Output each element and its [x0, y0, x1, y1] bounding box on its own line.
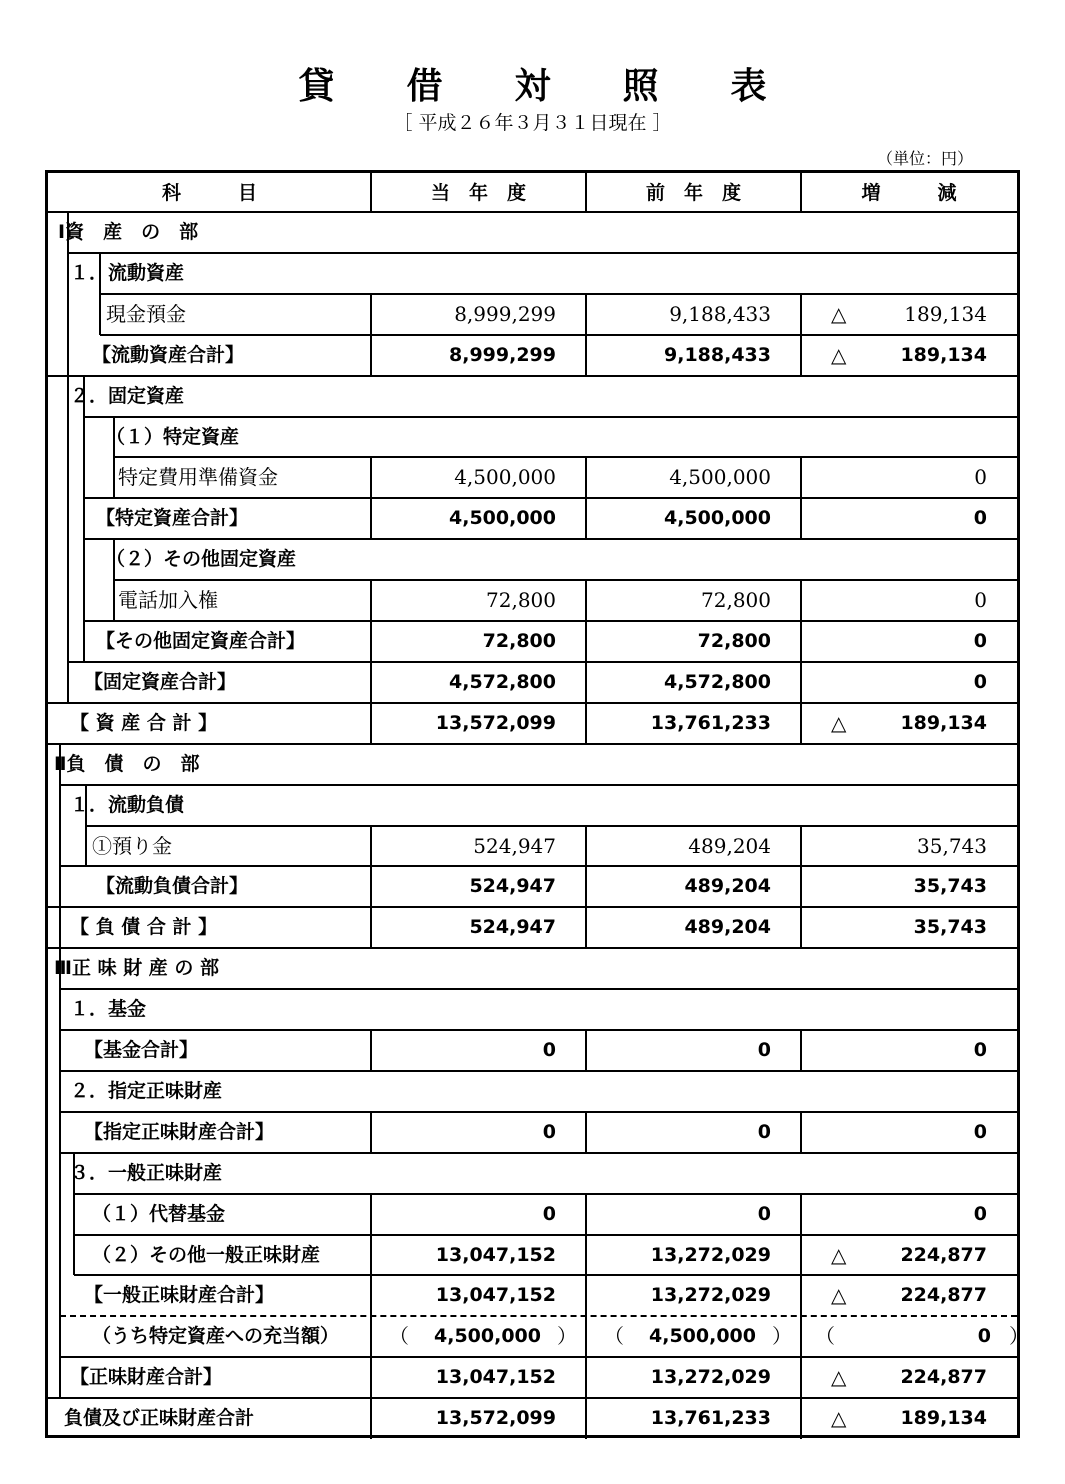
grid-line [60, 1111, 371, 1113]
change-value: 224,877 [900, 1243, 987, 1266]
row-label: Ⅰ資 産 の 部 [58, 221, 199, 243]
decrease-mark: △ [831, 1283, 847, 1308]
previous-year-value: 72,800 [701, 588, 771, 613]
change-value: 35,743 [917, 833, 987, 858]
row-label: 【正味財産合計】 [70, 1366, 223, 1389]
current-year-value: 8,999,299 [449, 343, 556, 366]
grid-line [60, 784, 1017, 786]
row-label: 【流動資産合計】 [92, 343, 245, 366]
grid-line [800, 173, 802, 212]
row-label: １．流動資産 [70, 261, 185, 284]
grid-line [67, 212, 69, 703]
grid-line [370, 173, 372, 212]
open-paren: （ [389, 1324, 409, 1349]
row-label: ３．一般正味財産 [70, 1161, 223, 1184]
previous-year-value: 13,272,029 [650, 1284, 771, 1307]
decrease-mark: △ [831, 342, 847, 367]
change-value: 189,134 [900, 711, 987, 734]
decrease-mark: △ [831, 1242, 847, 1267]
change-value: 224,877 [900, 1284, 987, 1307]
previous-year-value: 0 [757, 1120, 771, 1143]
current-year-value: 8,999,299 [454, 301, 556, 326]
row-label: 【その他固定資産合計】 [96, 630, 306, 652]
current-year-value: 0 [542, 1120, 556, 1143]
grid-line [73, 1194, 75, 1235]
previous-year-value: 489,204 [688, 833, 771, 858]
header-previous-year: 前 年 度 [645, 182, 741, 204]
row-label: （１）特定資産 [106, 425, 240, 448]
header-change: 増 減 [861, 182, 957, 204]
grid-line [73, 1235, 75, 1276]
previous-year-value: 13,272,029 [650, 1243, 771, 1266]
current-year-value: 0 [542, 1202, 556, 1225]
current-year-value: 13,047,152 [435, 1243, 556, 1266]
change-value: 0 [973, 507, 987, 530]
change-value: 0 [974, 588, 987, 613]
close-paren: ） [772, 1324, 792, 1349]
current-year-value: 4,500,000 [449, 507, 556, 530]
previous-year-value: 0 [757, 1202, 771, 1225]
current-year-value: 4,500,000 [434, 1325, 541, 1348]
as-of-date: ［ 平成２６年３月３１日現在 ］ [393, 112, 672, 134]
row-label: １．基金 [70, 998, 147, 1021]
change-value: 0 [973, 670, 987, 693]
previous-year-value: 489,204 [684, 916, 771, 939]
unit-label: （単位：円） [876, 149, 973, 168]
current-year-value: 13,572,099 [435, 1407, 556, 1430]
previous-year-value: 4,572,800 [664, 670, 771, 693]
current-year-value: 4,500,000 [454, 465, 556, 490]
change-value: 0 [973, 630, 987, 652]
row-label: 【固定資産合計】 [84, 670, 237, 693]
current-year-value: 72,800 [482, 630, 556, 652]
previous-year-value: 9,188,433 [664, 343, 771, 366]
decrease-mark: △ [831, 301, 847, 326]
change-value: 189,134 [904, 301, 987, 326]
row-label: １．流動負債 [70, 793, 185, 816]
grid-line [113, 457, 115, 498]
row-label: 【基金合計】 [84, 1039, 199, 1061]
change-value: 35,743 [913, 916, 987, 939]
current-year-value: 524,947 [469, 916, 556, 939]
row-label: ①預り金 [92, 833, 172, 858]
previous-year-value: 13,272,029 [650, 1366, 771, 1389]
grid-line [99, 294, 101, 335]
previous-year-value: 9,188,433 [669, 301, 771, 326]
grid-line [85, 826, 87, 867]
grid-line [48, 375, 1017, 377]
previous-year-value: 4,500,000 [649, 1325, 756, 1348]
row-label: 【指定正味財産合計】 [84, 1120, 275, 1143]
change-value: 189,134 [900, 343, 987, 366]
row-label: ２．指定正味財産 [70, 1079, 223, 1102]
open-paren: （ [815, 1324, 835, 1349]
row-label: Ⅲ正 味 財 産 の 部 [54, 957, 220, 980]
title-char: 借 [406, 66, 443, 107]
row-label: 【一般正味財産合計】 [84, 1284, 275, 1307]
previous-year-value: 72,800 [697, 630, 771, 652]
header-subject: 科 目 [161, 182, 257, 204]
grid-line [83, 376, 85, 662]
title-char: 対 [514, 66, 551, 107]
current-year-value: 0 [542, 1039, 556, 1061]
decrease-mark: △ [831, 1406, 847, 1431]
balance-sheet-table [45, 170, 1029, 1438]
previous-year-value: 0 [757, 1039, 771, 1061]
row-label: 負債及び正味財産合計 [64, 1407, 255, 1430]
title-char: 照 [622, 66, 659, 107]
close-paren: ） [557, 1324, 577, 1349]
current-year-value: 4,572,800 [449, 670, 556, 693]
row-label: 【特定資産合計】 [96, 507, 249, 530]
row-label: （うち特定資産への充当額） [92, 1325, 340, 1348]
current-year-value: 524,947 [469, 875, 556, 898]
row-label: 現金預金 [106, 301, 186, 326]
current-year-value: 524,947 [473, 833, 556, 858]
decrease-mark: △ [831, 1365, 847, 1390]
title-char: 貸 [298, 66, 335, 107]
row-label: （２）その他固定資産 [106, 548, 297, 571]
current-year-value: 13,572,099 [435, 711, 556, 734]
row-label: ２．固定資産 [70, 384, 185, 407]
current-year-value: 72,800 [486, 588, 556, 613]
grid-line [113, 580, 115, 621]
open-paren: （ [604, 1324, 624, 1349]
grid-line [60, 1029, 371, 1031]
previous-year-value: 4,500,000 [669, 465, 771, 490]
change-value: 0 [977, 1325, 991, 1348]
row-label: 【 資 産 合 計 】 [70, 711, 218, 734]
change-value: 0 [974, 465, 987, 490]
current-year-value: 13,047,152 [435, 1366, 556, 1389]
row-label: 【 負 債 合 計 】 [70, 916, 218, 939]
row-label: 特定費用準備資金 [118, 465, 278, 490]
current-year-value: 13,047,152 [435, 1284, 556, 1307]
header-current-year: 当 年 度 [430, 182, 526, 204]
previous-year-value: 489,204 [684, 875, 771, 898]
row-label: 電話加入権 [118, 588, 218, 613]
previous-year-value: 13,761,233 [650, 1407, 771, 1430]
grid-line [60, 988, 1017, 990]
document-title [0, 58, 1065, 109]
change-value: 224,877 [900, 1366, 987, 1389]
previous-year-value: 13,761,233 [650, 711, 771, 734]
change-value: 35,743 [913, 875, 987, 898]
close-paren: ） [1009, 1324, 1029, 1349]
change-value: 0 [973, 1202, 987, 1225]
grid-line [68, 252, 1017, 254]
title-char: 表 [730, 66, 767, 107]
row-label: Ⅱ負 債 の 部 [54, 752, 200, 775]
row-label: （２）その他一般正味財産 [92, 1243, 321, 1266]
row-label: 【流動負債合計】 [96, 875, 249, 898]
grid-line [585, 173, 587, 212]
change-value: 189,134 [900, 1407, 987, 1430]
change-value: 0 [973, 1039, 987, 1061]
previous-year-value: 4,500,000 [664, 507, 771, 530]
change-value: 0 [973, 1120, 987, 1143]
row-label: （１）代替基金 [92, 1202, 226, 1225]
decrease-mark: △ [831, 710, 847, 735]
